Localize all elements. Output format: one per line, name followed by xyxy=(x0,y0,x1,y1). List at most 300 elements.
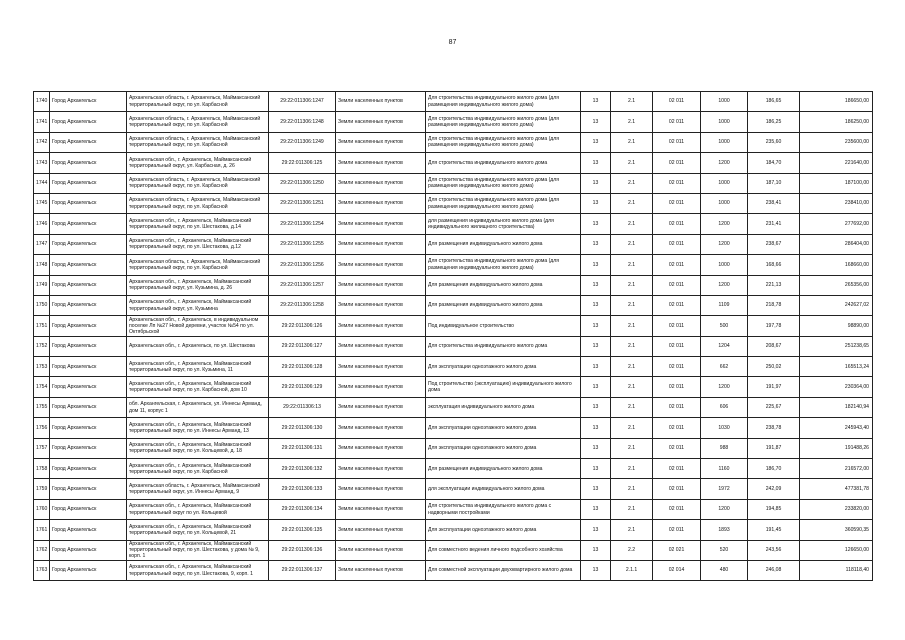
table-row xyxy=(34,295,873,315)
cell-permitted-use: Для размещения индивидуального жилого дома xyxy=(426,275,581,295)
cell-address: Архангельская обл., г. Архангельск, Маймаксанский территориальный округ, по ул. Карбасной xyxy=(127,459,269,479)
table-row xyxy=(34,459,873,479)
table-row xyxy=(34,153,873,173)
cell-area: 606 xyxy=(701,397,748,417)
cell-address: Архангельская обл., г. Архангельск, Маймаксанский территориальный округ, по ул. Карбасной, дом 10 xyxy=(127,377,269,397)
cell-group-code: 13 xyxy=(581,255,611,275)
cell-area: 1200 xyxy=(701,214,748,234)
cell-cadastral-value: 186650,00 xyxy=(800,92,873,112)
cell-subgroup-code: 2.1 xyxy=(611,479,653,499)
cell-municipality: Город Архангельск xyxy=(50,295,127,315)
table-row xyxy=(34,397,873,417)
cell-use-code: 02 011 xyxy=(653,295,701,315)
cell-area: 520 xyxy=(701,540,748,560)
cell-use-code: 02 011 xyxy=(653,132,701,152)
cell-municipality: Город Архангельск xyxy=(50,153,127,173)
cell-land-category: Земли населенных пунктов xyxy=(336,112,426,132)
cell-address: Архангельская область, г. Архангельск, Маймаксанский территориальный округ, по ул. Карбасной xyxy=(127,132,269,152)
cell-subgroup-code: 2.1 xyxy=(611,397,653,417)
cell-address: Архангельская область, г. Архангельск, Маймаксанский территориальный округ, ул. Иннесы Арманд, 9 xyxy=(127,479,269,499)
cell-permitted-use: Для строительства индивидуального жилого дома xyxy=(426,336,581,356)
cell-subgroup-code: 2.1 xyxy=(611,112,653,132)
cell-use-code: 02 011 xyxy=(653,479,701,499)
cell-permitted-use: Под строительство (эксплуатацию) индивидуального жилого дома xyxy=(426,377,581,397)
cell-subgroup-code: 2.1 xyxy=(611,499,653,519)
cell-land-category: Земли населенных пунктов xyxy=(336,295,426,315)
cell-cadastral-value: 187100,00 xyxy=(800,173,873,193)
cell-area: 1000 xyxy=(701,255,748,275)
cell-group-code: 13 xyxy=(581,275,611,295)
cell-cadastral-value: 230364,00 xyxy=(800,377,873,397)
cell-municipality: Город Архангельск xyxy=(50,234,127,254)
cell-land-category: Земли населенных пунктов xyxy=(336,438,426,458)
cell-row-number: 1751 xyxy=(34,316,50,336)
cell-land-category: Земли населенных пунктов xyxy=(336,234,426,254)
cell-address: Архангельская обл., г. Архангельск, Маймаксанский территориальный округ, по ул. Шестакова, д.14 xyxy=(127,214,269,234)
table-row xyxy=(34,357,873,377)
cell-specific-value: 225,67 xyxy=(748,397,800,417)
cell-cadastral-number: 29:22:011306:1257 xyxy=(269,275,336,295)
cell-subgroup-code: 2.1 xyxy=(611,336,653,356)
cell-row-number: 1741 xyxy=(34,112,50,132)
cell-land-category: Земли населенных пунктов xyxy=(336,520,426,540)
cell-group-code: 13 xyxy=(581,540,611,560)
cell-group-code: 13 xyxy=(581,214,611,234)
cell-row-number: 1742 xyxy=(34,132,50,152)
cell-row-number: 1756 xyxy=(34,418,50,438)
cell-specific-value: 197,78 xyxy=(748,316,800,336)
cell-specific-value: 191,97 xyxy=(748,377,800,397)
cell-area: 1893 xyxy=(701,520,748,540)
cell-land-category: Земли населенных пунктов xyxy=(336,479,426,499)
cell-address: Архангельская обл., г. Архангельск, Маймаксанский территориальный округ, по ул. Кольцевой, д. 18 xyxy=(127,438,269,458)
cell-area: 1000 xyxy=(701,193,748,213)
cell-land-category: Земли населенных пунктов xyxy=(336,397,426,417)
cell-permitted-use: для эксплуатации индивидуального жилого дома xyxy=(426,479,581,499)
cell-group-code: 13 xyxy=(581,397,611,417)
cell-use-code: 02 014 xyxy=(653,560,701,580)
cell-municipality: Город Архангельск xyxy=(50,112,127,132)
cell-permitted-use: Для строительства индивидуального жилого дома с надворными постройками xyxy=(426,499,581,519)
cell-municipality: Город Архангельск xyxy=(50,92,127,112)
cell-area: 1109 xyxy=(701,295,748,315)
cell-subgroup-code: 2.1.1 xyxy=(611,560,653,580)
cell-group-code: 13 xyxy=(581,173,611,193)
cell-municipality: Город Архангельск xyxy=(50,377,127,397)
cell-address: Архангельская обл., г. Архангельск, Маймаксанский территориальный округ, ул. Кузьмина, д. 26 xyxy=(127,275,269,295)
cell-subgroup-code: 2.1 xyxy=(611,153,653,173)
cell-row-number: 1760 xyxy=(34,499,50,519)
cell-use-code: 02 011 xyxy=(653,499,701,519)
cell-group-code: 13 xyxy=(581,357,611,377)
cell-use-code: 02 011 xyxy=(653,336,701,356)
cell-permitted-use: Под индивидуальное строительство xyxy=(426,316,581,336)
cell-cadastral-value: 242627,02 xyxy=(800,295,873,315)
cell-cadastral-value: 286404,00 xyxy=(800,234,873,254)
cell-subgroup-code: 2.2 xyxy=(611,540,653,560)
cell-row-number: 1743 xyxy=(34,153,50,173)
cell-address: Архангельская обл., г. Архангельск, Маймаксанский территориальный округ, по ул. Кузьмина, 11 xyxy=(127,357,269,377)
cell-address: Архангельская обл., г. Архангельск, Маймаксанский территориальный округ, по ул. Шестакова, 9, корп. 1 xyxy=(127,560,269,580)
cell-group-code: 13 xyxy=(581,234,611,254)
cell-subgroup-code: 2.1 xyxy=(611,438,653,458)
cell-group-code: 13 xyxy=(581,459,611,479)
cell-use-code: 02 011 xyxy=(653,397,701,417)
cell-group-code: 13 xyxy=(581,132,611,152)
cell-group-code: 13 xyxy=(581,295,611,315)
cell-land-category: Земли населенных пунктов xyxy=(336,459,426,479)
cell-specific-value: 194,85 xyxy=(748,499,800,519)
cell-row-number: 1746 xyxy=(34,214,50,234)
cell-area: 480 xyxy=(701,560,748,580)
table-row xyxy=(34,418,873,438)
cell-use-code: 02 011 xyxy=(653,520,701,540)
cell-municipality: Город Архангельск xyxy=(50,438,127,458)
cell-cadastral-value: 360590,35 xyxy=(800,520,873,540)
cell-address: Архангельская обл., г. Архангельск, Маймаксанский территориальный округ, по ул. Иннесы Арманд, 13 xyxy=(127,418,269,438)
cell-address: Архангельская обл., г. Архангельск, Маймаксанский территориальный округ по ул. Кольцевой xyxy=(127,499,269,519)
cell-permitted-use: Для строительства индивидуального жилого дома (для размещения индивидуального жилого дома) xyxy=(426,255,581,275)
cell-municipality: Город Архангельск xyxy=(50,193,127,213)
cell-specific-value: 238,78 xyxy=(748,418,800,438)
cell-subgroup-code: 2.1 xyxy=(611,418,653,438)
cell-cadastral-number: 29:22:011306:1249 xyxy=(269,132,336,152)
cell-use-code: 02 011 xyxy=(653,193,701,213)
page-number: 87 xyxy=(448,39,457,46)
cell-area: 1200 xyxy=(701,234,748,254)
cell-cadastral-value: 238410,00 xyxy=(800,193,873,213)
cell-municipality: Город Архангельск xyxy=(50,336,127,356)
cell-cadastral-number: 29:22:011306:125 xyxy=(269,153,336,173)
cell-specific-value: 246,08 xyxy=(748,560,800,580)
cell-area: 500 xyxy=(701,316,748,336)
cell-use-code: 02 011 xyxy=(653,438,701,458)
cell-municipality: Город Архангельск xyxy=(50,255,127,275)
cell-group-code: 13 xyxy=(581,479,611,499)
cell-municipality: Город Архангельск xyxy=(50,560,127,580)
table-row xyxy=(34,438,873,458)
cell-row-number: 1747 xyxy=(34,234,50,254)
cell-use-code: 02 011 xyxy=(653,357,701,377)
cell-land-category: Земли населенных пунктов xyxy=(336,357,426,377)
cell-cadastral-number: 29:22:011306:129 xyxy=(269,377,336,397)
cell-area: 1000 xyxy=(701,132,748,152)
cell-cadastral-number: 29:22:011306:128 xyxy=(269,357,336,377)
cell-address: Архангельская обл., г. Архангельск, Маймаксанский территориальный округ, по ул. Кольцевой, 21 xyxy=(127,520,269,540)
cell-row-number: 1753 xyxy=(34,357,50,377)
cell-area: 662 xyxy=(701,357,748,377)
cell-cadastral-number: 29:22:011306:136 xyxy=(269,540,336,560)
cell-use-code: 02 011 xyxy=(653,459,701,479)
cell-land-category: Земли населенных пунктов xyxy=(336,275,426,295)
table-row xyxy=(34,234,873,254)
table-row xyxy=(34,255,873,275)
cell-municipality: Город Архангельск xyxy=(50,214,127,234)
cell-land-category: Земли населенных пунктов xyxy=(336,173,426,193)
cell-subgroup-code: 2.1 xyxy=(611,377,653,397)
cell-area: 1000 xyxy=(701,92,748,112)
cell-cadastral-value: 251238,65 xyxy=(800,336,873,356)
cell-specific-value: 218,78 xyxy=(748,295,800,315)
table-row xyxy=(34,560,873,580)
cell-permitted-use: эксплуатация индивидуального жилого дома xyxy=(426,397,581,417)
cell-use-code: 02 011 xyxy=(653,418,701,438)
cell-cadastral-value: 235600,00 xyxy=(800,132,873,152)
cell-cadastral-number: 29:22:011306:126 xyxy=(269,316,336,336)
cell-municipality: Город Архангельск xyxy=(50,520,127,540)
cell-cadastral-number: 29:22:011306:1256 xyxy=(269,255,336,275)
cell-land-category: Земли населенных пунктов xyxy=(336,377,426,397)
cell-address: Архангельская обл., г. Архангельск, Маймаксанский территориальный округ, ул. Карбасная, д. 26 xyxy=(127,153,269,173)
table-row xyxy=(34,316,873,336)
cell-use-code: 02 021 xyxy=(653,540,701,560)
cell-row-number: 1744 xyxy=(34,173,50,193)
cell-land-category: Земли населенных пунктов xyxy=(336,316,426,336)
cell-row-number: 1752 xyxy=(34,336,50,356)
cell-group-code: 13 xyxy=(581,336,611,356)
table-row xyxy=(34,112,873,132)
cell-specific-value: 187,10 xyxy=(748,173,800,193)
cell-area: 1200 xyxy=(701,275,748,295)
cell-municipality: Город Архангельск xyxy=(50,459,127,479)
cell-use-code: 02 011 xyxy=(653,234,701,254)
cell-land-category: Земли населенных пунктов xyxy=(336,418,426,438)
cell-subgroup-code: 2.1 xyxy=(611,275,653,295)
cell-subgroup-code: 2.1 xyxy=(611,459,653,479)
cell-row-number: 1759 xyxy=(34,479,50,499)
cell-subgroup-code: 2.1 xyxy=(611,295,653,315)
cell-cadastral-value: 168660,00 xyxy=(800,255,873,275)
cell-cadastral-number: 29:22:011306:1247 xyxy=(269,92,336,112)
cell-address: Архангельская область, г. Архангельск, Маймаксанский территориальный округ, по ул. Карбасной xyxy=(127,112,269,132)
cell-cadastral-value: 98890,00 xyxy=(800,316,873,336)
cell-specific-value: 186,70 xyxy=(748,459,800,479)
cell-use-code: 02 011 xyxy=(653,214,701,234)
cell-land-category: Земли населенных пунктов xyxy=(336,336,426,356)
cell-cadastral-value: 165513,24 xyxy=(800,357,873,377)
cell-cadastral-number: 29:22:011306:1255 xyxy=(269,234,336,254)
cell-subgroup-code: 2.1 xyxy=(611,234,653,254)
cell-permitted-use: для размещения индивидуального жилого дома (для индивидуального жилищного строительства) xyxy=(426,214,581,234)
cell-cadastral-value: 216572,00 xyxy=(800,459,873,479)
cell-permitted-use: Для размещения индивидуального жилого дома xyxy=(426,295,581,315)
cell-use-code: 02 011 xyxy=(653,255,701,275)
cell-address: Архангельская обл., г. Архангельск, Маймаксанский территориальный округ, ул. Кузьмина xyxy=(127,295,269,315)
cell-specific-value: 191,87 xyxy=(748,438,800,458)
cell-row-number: 1748 xyxy=(34,255,50,275)
cell-specific-value: 231,41 xyxy=(748,214,800,234)
cell-row-number: 1755 xyxy=(34,397,50,417)
cell-group-code: 13 xyxy=(581,316,611,336)
table-row xyxy=(34,499,873,519)
cell-cadastral-value: 245943,40 xyxy=(800,418,873,438)
cell-row-number: 1763 xyxy=(34,560,50,580)
cell-address: Архангельская область, г. Архангельск, Маймаксанский территориальный округ, по ул. Карбасной xyxy=(127,92,269,112)
table-row xyxy=(34,479,873,499)
cell-cadastral-number: 29:22:011306:1258 xyxy=(269,295,336,315)
cell-row-number: 1740 xyxy=(34,92,50,112)
cell-use-code: 02 011 xyxy=(653,316,701,336)
cell-land-category: Земли населенных пунктов xyxy=(336,214,426,234)
cell-area: 1030 xyxy=(701,418,748,438)
cell-cadastral-value: 191488,26 xyxy=(800,438,873,458)
cell-permitted-use: Для эксплуатации одноэтажного жилого дома xyxy=(426,438,581,458)
cell-subgroup-code: 2.1 xyxy=(611,132,653,152)
cell-permitted-use: Для строительства индивидуального жилого дома (для размещения индивидуального жилого дома) xyxy=(426,92,581,112)
cell-permitted-use: Для размещения индивидуального жилого дома xyxy=(426,459,581,479)
cell-municipality: Город Архангельск xyxy=(50,397,127,417)
cell-municipality: Город Архангельск xyxy=(50,316,127,336)
cell-cadastral-number: 29:22:011306:1251 xyxy=(269,193,336,213)
cell-row-number: 1750 xyxy=(34,295,50,315)
cell-subgroup-code: 2.1 xyxy=(611,173,653,193)
cell-cadastral-number: 29:22:011306:130 xyxy=(269,418,336,438)
table-row xyxy=(34,540,873,560)
cell-area: 1200 xyxy=(701,499,748,519)
cell-area: 1204 xyxy=(701,336,748,356)
cell-permitted-use: Для строительства индивидуального жилого дома (для размещения индивидуального жилого дома) xyxy=(426,132,581,152)
cell-specific-value: 243,56 xyxy=(748,540,800,560)
table-body xyxy=(34,92,873,581)
cell-land-category: Земли населенных пунктов xyxy=(336,153,426,173)
cell-row-number: 1745 xyxy=(34,193,50,213)
cell-group-code: 13 xyxy=(581,193,611,213)
cell-address: Архангельская обл., г. Архангельск, в индивидуальном поселке Лп №27 Новой деревни, участок №54 по ул. Октябрьской xyxy=(127,316,269,336)
cell-subgroup-code: 2.1 xyxy=(611,357,653,377)
cell-row-number: 1754 xyxy=(34,377,50,397)
table-row xyxy=(34,132,873,152)
cell-permitted-use: Для строительства индивидуального жилого дома (для размещения индивидуального жилого дома) xyxy=(426,193,581,213)
cell-cadastral-value: 182140,94 xyxy=(800,397,873,417)
cell-group-code: 13 xyxy=(581,153,611,173)
cell-subgroup-code: 2.1 xyxy=(611,316,653,336)
table-row xyxy=(34,173,873,193)
cell-land-category: Земли населенных пунктов xyxy=(336,92,426,112)
cell-cadastral-number: 29:22:011306:131 xyxy=(269,438,336,458)
cell-cadastral-number: 29:22:011306:1254 xyxy=(269,214,336,234)
table-row xyxy=(34,336,873,356)
cell-row-number: 1758 xyxy=(34,459,50,479)
cell-cadastral-number: 29:22:011306:132 xyxy=(269,459,336,479)
cell-specific-value: 238,41 xyxy=(748,193,800,213)
cell-land-category: Земли населенных пунктов xyxy=(336,560,426,580)
cell-subgroup-code: 2.1 xyxy=(611,520,653,540)
cell-specific-value: 250,02 xyxy=(748,357,800,377)
cell-group-code: 13 xyxy=(581,377,611,397)
cell-group-code: 13 xyxy=(581,499,611,519)
cell-specific-value: 184,70 xyxy=(748,153,800,173)
cell-subgroup-code: 2.1 xyxy=(611,255,653,275)
cell-cadastral-number: 29:22:011306:13 xyxy=(269,397,336,417)
cell-use-code: 02 011 xyxy=(653,92,701,112)
cell-address: обл. Архангельская, г. Архангельск, ул. Иннесы Арманд, дом 11, корпус 1 xyxy=(127,397,269,417)
cell-area: 1200 xyxy=(701,377,748,397)
cell-municipality: Город Архангельск xyxy=(50,418,127,438)
cell-area: 1000 xyxy=(701,173,748,193)
table-row xyxy=(34,92,873,112)
cell-cadastral-value: 126650,00 xyxy=(800,540,873,560)
cell-address: Архангельская область, г. Архангельск, Маймаксанский территориальный округ, по ул. Карбасной xyxy=(127,255,269,275)
cell-municipality: Город Архангельск xyxy=(50,499,127,519)
cell-municipality: Город Архангельск xyxy=(50,173,127,193)
cell-permitted-use: Для размещения индивидуального жилого дома xyxy=(426,234,581,254)
land-plot-table xyxy=(33,91,872,581)
cell-use-code: 02 011 xyxy=(653,112,701,132)
cell-municipality: Город Архангельск xyxy=(50,357,127,377)
land-plot-table-grid xyxy=(33,91,873,581)
table-row xyxy=(34,275,873,295)
cell-row-number: 1761 xyxy=(34,520,50,540)
cell-cadastral-value: 265356,00 xyxy=(800,275,873,295)
cell-cadastral-number: 29:22:011306:135 xyxy=(269,520,336,540)
table-row xyxy=(34,214,873,234)
table-row xyxy=(34,193,873,213)
cell-specific-value: 191,45 xyxy=(748,520,800,540)
cell-group-code: 13 xyxy=(581,560,611,580)
cell-group-code: 13 xyxy=(581,520,611,540)
cell-permitted-use: Для эксплуатации одноэтажного жилого дома xyxy=(426,357,581,377)
cell-group-code: 13 xyxy=(581,92,611,112)
cell-subgroup-code: 2.1 xyxy=(611,193,653,213)
cell-cadastral-number: 29:22:011306:1248 xyxy=(269,112,336,132)
cell-land-category: Земли населенных пунктов xyxy=(336,255,426,275)
cell-row-number: 1757 xyxy=(34,438,50,458)
cell-area: 1000 xyxy=(701,112,748,132)
cell-address: Архангельская обл., г. Архангельск, Маймаксанский территориальный округ, по ул. Шестакова, у дома № 9, корп. 1 xyxy=(127,540,269,560)
cell-address: Архангельская обл., г. Архангельск, Маймаксанский территориальный округ, по ул. Шестакова, д.12 xyxy=(127,234,269,254)
cell-permitted-use: Для строительства индивидуального жилого дома (для размещения индивидуального жилого дома) xyxy=(426,112,581,132)
cell-permitted-use: Для совместной эксплуатации двухквартирного жилого дома xyxy=(426,560,581,580)
cell-land-category: Земли населенных пунктов xyxy=(336,132,426,152)
cell-area: 1160 xyxy=(701,459,748,479)
cell-cadastral-value: 118118,40 xyxy=(800,560,873,580)
cell-specific-value: 186,65 xyxy=(748,92,800,112)
cell-area: 988 xyxy=(701,438,748,458)
cell-specific-value: 221,13 xyxy=(748,275,800,295)
cell-cadastral-number: 29:22:011306:137 xyxy=(269,560,336,580)
cell-municipality: Город Архангельск xyxy=(50,275,127,295)
cell-cadastral-value: 477381,78 xyxy=(800,479,873,499)
cell-group-code: 13 xyxy=(581,418,611,438)
cell-cadastral-value: 221640,00 xyxy=(800,153,873,173)
cell-specific-value: 168,66 xyxy=(748,255,800,275)
cell-permitted-use: Для строительства индивидуального жилого дома xyxy=(426,153,581,173)
cell-subgroup-code: 2.1 xyxy=(611,92,653,112)
cell-municipality: Город Архангельск xyxy=(50,540,127,560)
cell-cadastral-number: 29:22:011306:1250 xyxy=(269,173,336,193)
cell-permitted-use: Для эксплуатации одноэтажного жилого дома xyxy=(426,418,581,438)
cell-cadastral-number: 29:22:011306:134 xyxy=(269,499,336,519)
cell-cadastral-value: 277692,00 xyxy=(800,214,873,234)
cell-cadastral-number: 29:22:011306:133 xyxy=(269,479,336,499)
cell-use-code: 02 011 xyxy=(653,153,701,173)
cell-specific-value: 242,09 xyxy=(748,479,800,499)
cell-address: Архангельская область, г. Архангельск, Маймаксанский территориальный округ, по ул. Карбасной xyxy=(127,173,269,193)
table-row xyxy=(34,520,873,540)
table-row xyxy=(34,377,873,397)
cell-land-category: Земли населенных пунктов xyxy=(336,540,426,560)
cell-use-code: 02 011 xyxy=(653,377,701,397)
cell-permitted-use: Для строительства индивидуального жилого дома (для размещения индивидуального жилого дома) xyxy=(426,173,581,193)
cell-specific-value: 235,60 xyxy=(748,132,800,152)
cell-area: 1972 xyxy=(701,479,748,499)
cell-permitted-use: Для эксплуатации одноэтажного жилого дома xyxy=(426,520,581,540)
cell-specific-value: 186,25 xyxy=(748,112,800,132)
cell-permitted-use: Для совместного ведения личного подсобного хозяйства xyxy=(426,540,581,560)
cell-group-code: 13 xyxy=(581,112,611,132)
cell-address: Архангельская область, г. Архангельск, Маймаксанский территориальный округ, по ул. Карбасной xyxy=(127,193,269,213)
cell-land-category: Земли населенных пунктов xyxy=(336,193,426,213)
